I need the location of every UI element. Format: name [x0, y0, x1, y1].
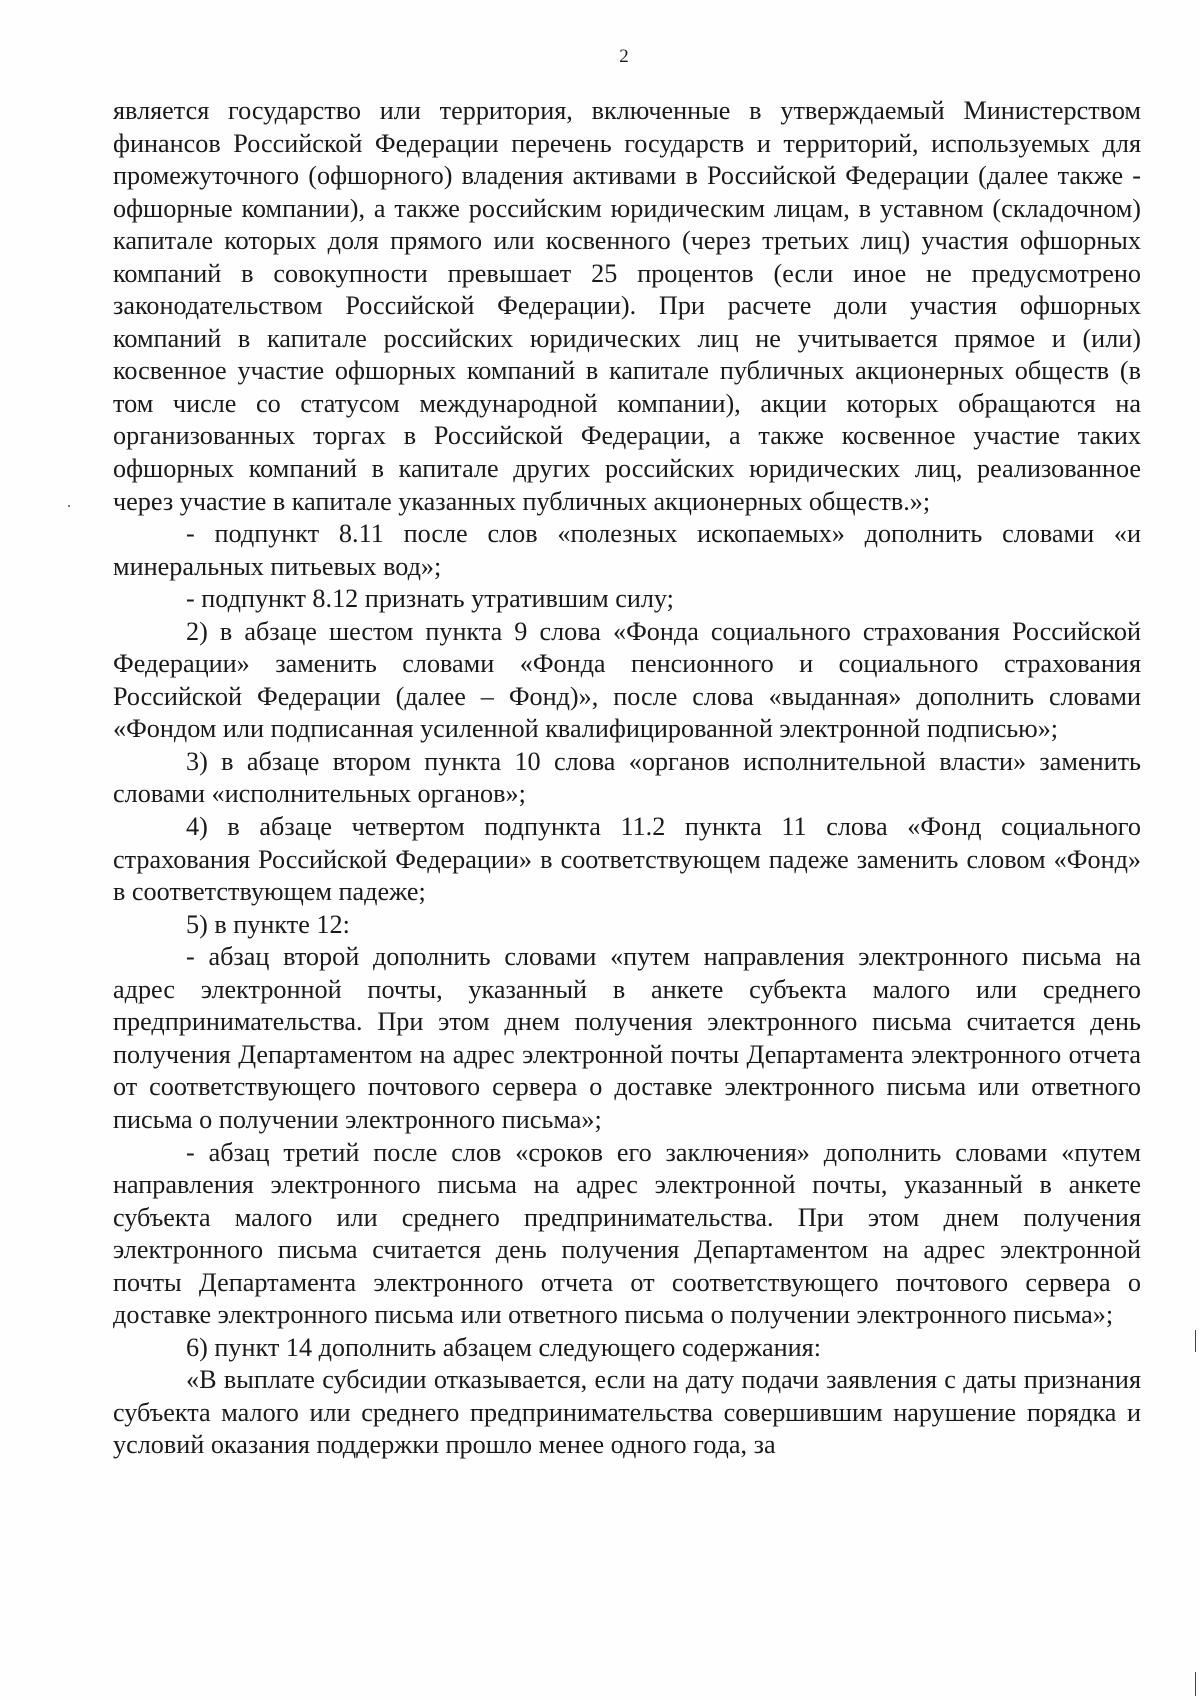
- paragraph-item-3: 3) в абзаце втором пункта 10 слова «органов исполнительной власти» заменить словами «исполнительных органов»;: [113, 746, 1141, 809]
- scan-edge-mark: [1195, 1330, 1196, 1352]
- paragraph-new-abzac-quote: «В выплате субсидии отказывается, если на дату подачи заявления с даты признания субъекта малого или среднего предпринимательства совершившим нарушение порядка и условий оказания поддержки прошло менее одного года, за: [113, 1365, 1141, 1460]
- paragraph-item-5: 5) в пункте 12:: [186, 909, 350, 939]
- paragraph-item-6: 6) пункт 14 дополнить абзацем следующего содержания:: [186, 1332, 822, 1362]
- paragraph-subclause-8-12: - подпункт 8.12 признать утратившим силу;: [186, 584, 674, 614]
- paragraph-item-5-third-abzac: - абзац третий после слов «сроков его заключения» дополнить словами «путем направления электронного письма на адрес электронной почты, указанный в анкете субъекта малого или среднего предпринимательства. При этом днем получения электронного письма считается день получения Департаментом на адрес электронной почты Департамента электронного отчета от соответствующего почтового сервера о доставке электронного письма или ответного письма о получении электронного письма»;: [113, 1137, 1141, 1330]
- scan-speck: [68, 505, 70, 507]
- paragraph-offshore-definition: является государство или территория, включенные в утверждаемый Министерством финансов Российской Федерации перечень государств и территорий, используемых для промежуточного (офшорного) владения активами в Российской Федерации (далее также - офшорные компании), а также российским юридическим лицам, в уставном (складочном) капитале которых доля прямого или косвенного (через третьих лиц) участия офшорных компаний в совокупности превышает 25 процентов (если иное не предусмотрено законодательством Российской Федерации). При расчете доли участия офшорных компаний в капитале российских юридических лиц не учитывается прямое и (или) косвенное участие офшорных компаний в капитале публичных акционерных обществ (в том числе со статусом международной компании), акции которых обращаются на организованных торгах в Российской Федерации, а также косвенное участие таких офшорных компаний в капитале других российских юридических лиц, реализованное через участие в капитале указанных публичных акционерных обществ.»;: [113, 96, 1141, 516]
- page-number: 2: [619, 46, 629, 67]
- scan-edge-mark: [1195, 1672, 1196, 1696]
- paragraph-subclause-8-11: - подпункт 8.11 после слов «полезных ископаемых» дополнить словами «и минеральных питьевых вод»;: [113, 519, 1141, 581]
- paragraph-item-4: 4) в абзаце четвертом подпункта 11.2 пункта 11 слова «Фонд социального страхования Российской Федерации» в соответствующем падеже заменить словом «Фонд» в соответствующем падеже;: [113, 812, 1141, 907]
- document-body: [113, 95, 1141, 1462]
- paragraph-item-2: 2) в абзаце шестом пункта 9 слова «Фонда социального страхования Российской Федерации» заменить словами «Фонда пенсионного и социального страхования Российской Федерации (далее – Фонд)», после слова «выданная» дополнить словами «Фондом или подписанная усиленной квалифицированной электронной подписью»;: [113, 616, 1141, 744]
- paragraph-item-5-second-abzac: - абзац второй дополнить словами «путем направления электронного письма на адрес электронной почты, указанный в анкете субъекта малого или среднего предпринимательства. При этом днем получения электронного письма считается день получения Департаментом на адрес электронной почты Департамента электронного отчета от соответствующего почтового сервера о доставке электронного письма или ответного письма о получении электронного письма»;: [113, 942, 1141, 1134]
